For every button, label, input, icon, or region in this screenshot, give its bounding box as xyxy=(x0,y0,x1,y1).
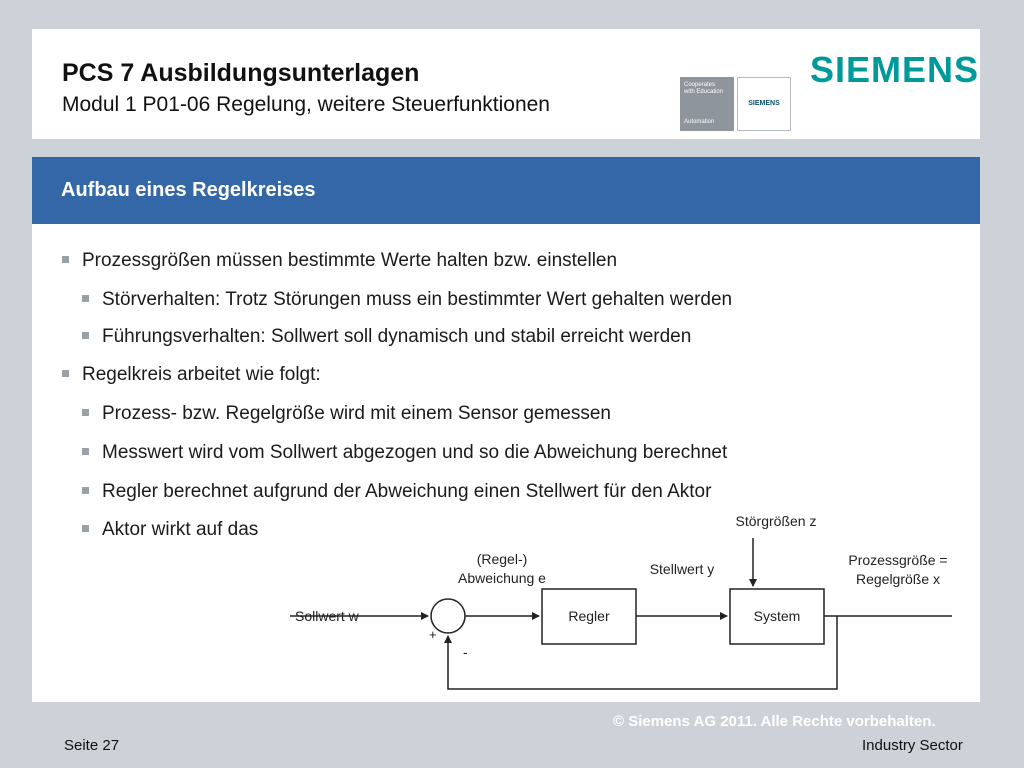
bullet-text: Prozessgrößen müssen bestimmte Werte halten bzw. einstellen xyxy=(82,250,618,271)
section-title: Aufbau eines Regelkreises xyxy=(61,179,316,201)
page-subtitle: Modul 1 P01-06 Regelung, weitere Steuerfunktionen xyxy=(62,93,550,116)
bullet-text: Aktor wirkt auf das xyxy=(102,519,259,540)
sollwert-label: Sollwert w xyxy=(295,608,359,624)
abweichung-label-2: Abweichung e xyxy=(458,570,546,586)
slide-content xyxy=(32,157,980,702)
coop-siemens-logo: SIEMENS xyxy=(737,77,791,131)
sector-label: Industry Sector xyxy=(862,737,963,754)
bullet-text: Führungsverhalten: Sollwert soll dynamisch und stabil erreicht werden xyxy=(102,326,692,347)
system-label: System xyxy=(753,608,801,624)
regler-label: Regler xyxy=(568,608,610,624)
minus-sign: - xyxy=(463,644,468,660)
page-number: Seite 27 xyxy=(64,737,120,754)
coop-line-1: Cooperates xyxy=(684,82,716,88)
cooperates-badge xyxy=(680,77,734,131)
bullet-text: Störverhalten: Trotz Störungen muss ein bestimmter Wert gehalten werden xyxy=(102,289,733,310)
stoergroessen-label: Störgrößen z xyxy=(735,513,817,529)
coop-line-2: with Education xyxy=(684,89,724,95)
bullet-text: Regler berechnet aufgrund der Abweichung einen Stellwert für den Aktor xyxy=(102,481,712,502)
prozess-label-2: Regelgröße x xyxy=(855,571,941,587)
abweichung-label-1: (Regel-) xyxy=(476,551,528,567)
bullet-text: Prozess- bzw. Regelgröße wird mit einem Sensor gemessen xyxy=(102,403,611,424)
plus-sign: + xyxy=(429,627,437,642)
stellwert-label: Stellwert y xyxy=(649,561,715,577)
page-title: PCS 7 Ausbildungsunterlagen xyxy=(62,59,420,87)
coop-line-3: Automation xyxy=(684,119,715,125)
control-loop-diagram xyxy=(32,157,980,702)
bullet-text: Regelkreis arbeitet wie folgt: xyxy=(82,364,321,385)
header xyxy=(32,29,980,139)
prozess-label-1: Prozessgröße = xyxy=(848,552,948,568)
bullet-text: Messwert wird vom Sollwert abgezogen und so die Abweichung berechnet xyxy=(102,442,728,463)
siemens-logo: SIEMENS xyxy=(810,49,980,90)
copyright-notice: © Siemens AG 2011. Alle Rechte vorbehalten. xyxy=(613,713,936,730)
